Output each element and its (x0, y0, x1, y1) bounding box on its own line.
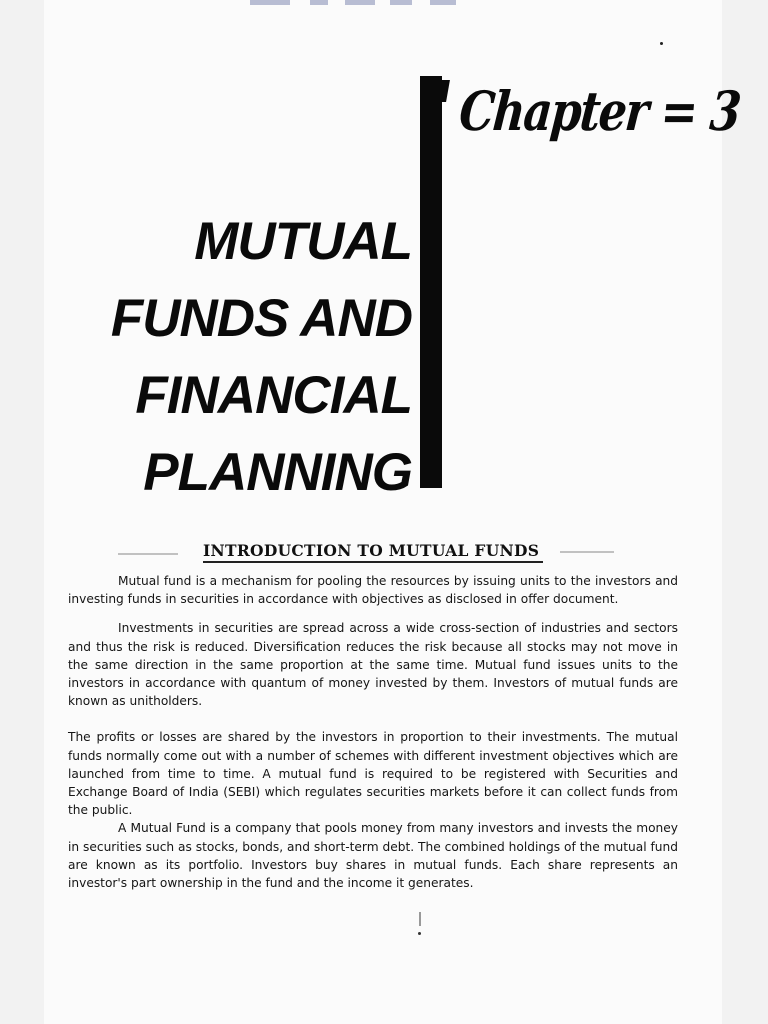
body-text (68, 572, 678, 892)
title-line: PLANNING (143, 443, 412, 502)
scan-mark (419, 912, 421, 926)
title-line: FUNDS AND (110, 289, 412, 348)
scan-noise (560, 551, 614, 553)
scan-artifact (250, 0, 480, 8)
paragraph: The profits or losses are shared by the investors in proportion to their investments. The mutual funds normally come out with a number of schemes with different investment objectives which are launched from time to time. A mutual fund is required to be registered with Securities and Exchange Board of India (SEBI) which regulates securities markets before it can collect funds from the public. (68, 730, 678, 818)
chapter-divider-bar (420, 76, 442, 488)
scan-speck (660, 42, 663, 45)
title-line: MUTUAL (194, 212, 412, 271)
paragraph: A Mutual Fund is a company that pools money from many investors and invests the money in securities such as stocks, bonds, and short-term debt. The combined holdings of the mutual fund are known as its portfolio. Investors buy shares in mutual funds. Each share represents an investor's part ownership in the fund and the income it generates. (68, 821, 678, 891)
scan-mark (418, 932, 421, 935)
chapter-title (111, 203, 412, 511)
chapter-label: Chapter = 3 (456, 79, 743, 143)
scan-noise (118, 553, 178, 555)
paragraph: Investments in securities are spread across a wide cross-section of industries and sectors and thus the risk is reduced. Diversification reduces the risk because all stocks may not move in the same direction in the same proportion at the same time. Mutual fund issues units to the investors in accordance with quantum of money invested by them. Investors of mutual funds are known as unitholders. (68, 621, 678, 709)
section-heading: INTRODUCTION TO MUTUAL FUNDS (203, 541, 540, 560)
section-heading-underline (203, 561, 543, 563)
title-line: FINANCIAL (135, 366, 412, 425)
paragraph: Mutual fund is a mechanism for pooling the resources by issuing units to the investors and investing funds in securities in accordance with objectives as disclosed in offer document. (68, 574, 678, 607)
